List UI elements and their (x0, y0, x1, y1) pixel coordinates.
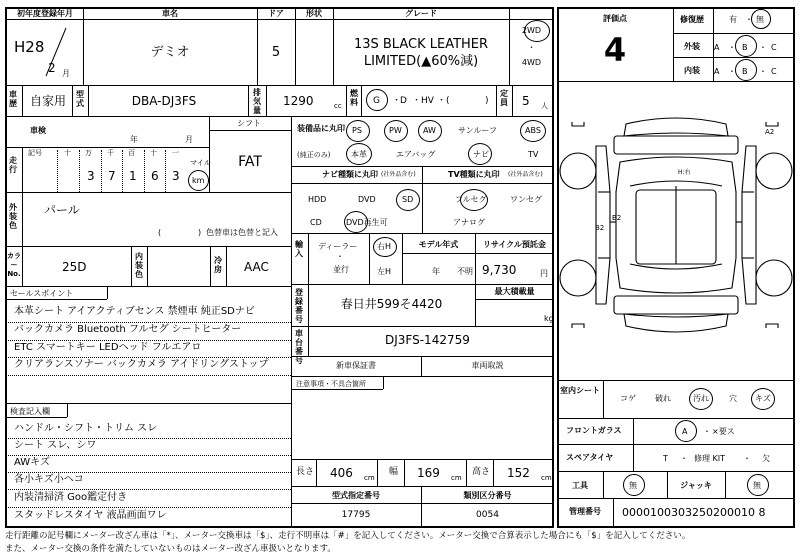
equip-airbag: エアバッグ (396, 150, 436, 159)
first-reg-year: H28 (14, 38, 45, 56)
auction-sheet: 初年度登録年月 車名 ドア 形状 グレード H28 2 月 デミオ 5 13S BLACK LEATHER LIMITED(▲60%減) 2WD ・ 4WD 車歴 自家用 型式 DBA-DJ3FS 排気量 1290 cc 燃料 G ・ D ・ HV ・ ( ) 定員 5 人 車検 年 月 シフト FAT 走行 記号 十 万 千 百 十 一 3 7 1 6 3 マイル km 外装色 パール ( ) 色替車は色替と記入 カラーNo. 25D 内装色 冷房 AAC セールスポイント 本革シート アイアクティブセンス 禁煙車 純正SDナビ バックカメラ Bluetooth フルセグ シートヒーター ETC スマートキー LEDヘッド フルエアロ クリアランスソナー バックカメラ アイドリングストップ 検査記入欄 ハンドル・シフト・トリム スレ シート スレ、シワ AWキズ 各小キズ小ヘコ 内装清掃済 Goo鑑定付き スタッドレスタイヤ 液晶画面ワレ 装備品に丸印 (純正のみ) PS PW AW サンルーフ ABS 本革 エアバッグ ナビ TV ナビ種類に丸印 (社外品含む) TV種類に丸印 (社外品含む) HDD DVD SD CD DVD再生可 フルセグ ワンセグ アナログ 輸入 ディーラー ・ 並行 右H 左H モデル年式 年 不明 リサイクル預託金 9,730 円 登録番号 春日井599そ4420 最大積載量 kg 車台番号 DJ3FS-142759 新車保証書 車両取説 注意事項・不具合箇所 長さ 406 cm 幅 169 cm 高さ 152 cm 型式指定番号 類別区分番号 17795 0054 評価点 4 修復歴 有 ・ 無 外装 A ・ B ・ C 内装 A ・ B ・ C A2 B2 B2 H:右 室内シート コゲ 破れ 汚れ 穴 キズ フロントガラス A ・ ×要ス スペアタイヤ T ・ 修理 KIT ・ 欠 工具 無 ジャッキ 無 管理番号 0000100303250200010 8 走行距離の記号欄にメーター改ざん車は「*」、メーター交換車は「$」、走行不明車は「#」を記入してください。メーター交換で合算表示した場合にも「$」を記入してください。 また、メーター交換の条件を満たしていないものはメーター改ざん車扱いとなります。 (0, 0, 800, 557)
displacement-label: 排気量 (253, 88, 261, 115)
color-label: 外装色 (9, 203, 17, 230)
mileage-digit-4: 6 (151, 169, 159, 183)
nav-hdd: HDD (308, 195, 327, 204)
fuel-opt-paren: ( (446, 96, 450, 106)
spare-label: スペアタイヤ (566, 453, 614, 462)
mileage-col-symbol: 記号 (28, 149, 42, 157)
displacement-value: 1290 (283, 94, 314, 108)
windshield-a: A (682, 427, 688, 436)
model-year-label: モデル年式 (418, 240, 459, 249)
equip-leather: 本革 (351, 150, 367, 159)
car-name-label: 車名 (162, 9, 178, 18)
capacity-label: 定員 (500, 89, 508, 107)
first-reg-month: 2 (48, 61, 56, 75)
sales-point-1: 本革シート アイアクティブセンス 禁煙車 純正SDナビ (14, 306, 255, 317)
shape-label: 形状 (306, 9, 322, 18)
height-label: 高さ (472, 467, 491, 477)
damage-mark-b2-lower: B2 (595, 224, 605, 232)
sales-points-label: セールスポイント (10, 289, 74, 298)
seat-kizu: キズ (755, 394, 771, 403)
nav-dvd: DVD (358, 195, 376, 204)
spare-none: 欠 (762, 454, 770, 463)
tv-analog: アナログ (453, 218, 485, 227)
grade-label: グレード (405, 9, 437, 18)
manual-label: 車両取説 (471, 361, 504, 370)
tools-value: 無 (629, 481, 637, 490)
interior-c: C (771, 67, 777, 76)
repair-yes: 有 (729, 15, 737, 24)
interior-label: 内装 (684, 66, 700, 75)
nav-dvd-play: DVD再生可 (346, 218, 388, 227)
height-value: 152 (507, 466, 530, 480)
drive-4wd: 4WD (521, 58, 542, 67)
width-label: 幅 (389, 467, 399, 477)
import-parallel: 並行 (333, 265, 349, 274)
equip-abs: ABS (525, 126, 541, 135)
door-value: 5 (271, 45, 281, 60)
footer-note-2: また、メーター交換の条件を満たしていないものはメーター改ざん車扱いとなります。 (5, 544, 336, 554)
use-label: 車歴 (9, 90, 17, 108)
type-no-value: 17795 (341, 510, 371, 520)
model-label: 型式 (76, 90, 84, 108)
jack-label: ジャッキ (680, 481, 712, 490)
tv-label: TV種類に丸印 (448, 170, 500, 179)
repair-label: 修復歴 (680, 15, 704, 24)
load-unit: kg (544, 314, 554, 323)
mileage-digit-1: 3 (87, 169, 95, 183)
warranty-label: 新車保証書 (336, 361, 376, 370)
first-reg-label: 初年度登録年月 (17, 9, 73, 18)
spare-t: T (663, 454, 668, 463)
inspector-note-1: ハンドル・シフト・トリム スレ (14, 423, 158, 434)
inspection-year-unit: 年 (130, 135, 138, 144)
interior-color-label: 内装色 (135, 252, 143, 279)
car-damage-diagram (558, 82, 794, 380)
equipment-sublabel: (純正のみ) (297, 151, 331, 159)
mileage-unit-km: km (192, 176, 205, 185)
seat-koge: コゲ (620, 394, 636, 403)
handle-right: 右H (377, 242, 392, 251)
fuel-opt-d: D (400, 96, 407, 106)
equip-tv: TV (528, 150, 539, 159)
grade-line2: LIMITED(▲60%減) (363, 54, 479, 69)
color-no-label: カラーNo. (7, 252, 21, 278)
recycle-value: 9,730 (482, 263, 517, 277)
shift-value: FAT (238, 154, 262, 170)
length-label: 長さ (296, 467, 315, 477)
inspector-label: 検査記入欄 (10, 407, 50, 416)
aircon-value: AAC (244, 260, 269, 274)
damage-mark-a2: A2 (765, 128, 775, 136)
mileage-label: 走行 (9, 156, 17, 174)
handle-left: 左H (377, 267, 392, 276)
inspector-note-4: 各小キズ小ヘコ (14, 474, 84, 485)
interior-b: B (742, 67, 748, 76)
grade-line1: 13S BLACK LEATHER (353, 37, 489, 52)
capacity-value: 5 (522, 94, 530, 108)
windshield-repair: ×要ス (712, 427, 735, 436)
mileage-digit-2: 7 (108, 169, 116, 183)
chassis-label: 車台番号 (295, 329, 303, 365)
nav-cd: CD (310, 218, 322, 227)
width-value: 169 (417, 466, 440, 480)
car-name-value: デミオ (150, 45, 190, 60)
fuel-opt-g: G (373, 96, 380, 106)
spare-kit: 修理 KIT (694, 454, 726, 463)
color-no-value: 25D (62, 260, 87, 274)
exterior-a: A (714, 43, 720, 52)
model-year-unknown: 不明 (457, 267, 473, 276)
inspector-note-2: シート スレ、シワ (14, 440, 97, 451)
caution-label: 注意事項・不具合箇所 (296, 380, 366, 388)
repair-no: 無 (756, 15, 764, 24)
length-value: 406 (330, 466, 353, 480)
seat-ana: 穴 (729, 394, 737, 403)
jack-value: 無 (753, 481, 761, 490)
tools-label: 工具 (572, 481, 588, 490)
equipment-label: 装備品に丸印 (297, 124, 345, 133)
tv-oneseg: ワンセグ (510, 195, 542, 204)
mileage-unit-mile: マイル (190, 159, 211, 167)
exterior-b: B (742, 43, 748, 52)
nav-sd: SD (402, 195, 414, 204)
shift-label: シフト (237, 119, 261, 128)
exterior-c: C (771, 43, 777, 52)
score-value: 4 (603, 31, 627, 69)
tv-fullseg: フルセグ (455, 195, 487, 204)
use-value: 自家用 (30, 94, 67, 108)
fuel-label: 燃料 (350, 89, 358, 107)
class-no-value: 0054 (476, 510, 499, 520)
equip-ps: PS (352, 126, 362, 135)
recycle-label: リサイクル預託金 (483, 240, 546, 249)
class-no-label: 類別区分番号 (463, 491, 512, 500)
mileage-digit-3: 1 (129, 169, 137, 183)
inspection-label: 車検 (30, 126, 46, 135)
fuel-opt-hv: HV (421, 96, 434, 106)
import-label: 輸入 (295, 240, 303, 258)
inspector-note-6: スタッドレスタイヤ 液晶画面ワレ (14, 510, 167, 521)
equip-navi: ナビ (473, 150, 489, 159)
footer-note-1: 走行距離の記号欄にメーター改ざん車は「*」、メーター交換車は「$」、走行不明車は「#」を記入してください。メーター交換で合算表示した場合にも「$」を記入してください。 (5, 531, 691, 541)
sales-point-4: クリアランスソナー バックカメラ アイドリングストップ (14, 359, 269, 370)
color-note: 色替車は色替と記入 (206, 228, 278, 237)
capacity-unit: 人 (541, 102, 548, 110)
seat-label: 室内シート (560, 386, 600, 395)
door-label: ドア (268, 9, 284, 18)
inspection-month-unit: 月 (185, 135, 193, 144)
seat-yabure: 破れ (655, 394, 671, 403)
drive-2wd: 2WD (521, 26, 542, 35)
sales-point-2: バックカメラ Bluetooth フルセグ シートヒーター (14, 324, 242, 335)
equip-aw: AW (423, 126, 436, 135)
aircon-label: 冷房 (214, 256, 222, 274)
interior-a: A (714, 67, 720, 76)
recycle-unit: 円 (540, 269, 548, 278)
inspector-note-5: 内装清掃済 Goo鑑定付き (14, 492, 128, 503)
registration-value: 春日井599そ4420 (340, 297, 443, 311)
first-reg-month-unit: 月 (62, 69, 70, 78)
inspector-note-3: AWキズ (14, 457, 50, 468)
seat-yogore: 汚れ (693, 394, 709, 403)
model-value: DBA-DJ3FS (131, 94, 197, 108)
color-value: パール (44, 203, 80, 217)
equip-pw: PW (389, 126, 402, 135)
chassis-value: DJ3FS-142759 (385, 333, 470, 347)
sales-point-3: ETC スマートキー LEDヘッド フルエアロ (14, 342, 202, 353)
import-dealer: ディーラー (318, 242, 358, 251)
registration-label: 登録番号 (295, 288, 303, 324)
mileage-digit-5: 3 (172, 169, 180, 183)
nav-label: ナビ種類に丸印 (322, 170, 378, 179)
control-value: 0000100303250200010 8 (622, 506, 766, 519)
windshield-label: フロントガラス (566, 426, 622, 435)
displacement-unit: cc (334, 102, 342, 110)
type-no-label: 型式指定番号 (332, 491, 380, 500)
load-label: 最大積載量 (494, 287, 535, 296)
damage-note: H:右 (678, 169, 691, 176)
damage-mark-b2-upper: B2 (612, 214, 622, 222)
equip-sunroof: サンルーフ (458, 126, 497, 135)
control-label: 管理番号 (569, 507, 601, 516)
diagonal-slash (40, 24, 80, 82)
score-label: 評価点 (603, 14, 627, 23)
exterior-label: 外装 (684, 42, 700, 51)
